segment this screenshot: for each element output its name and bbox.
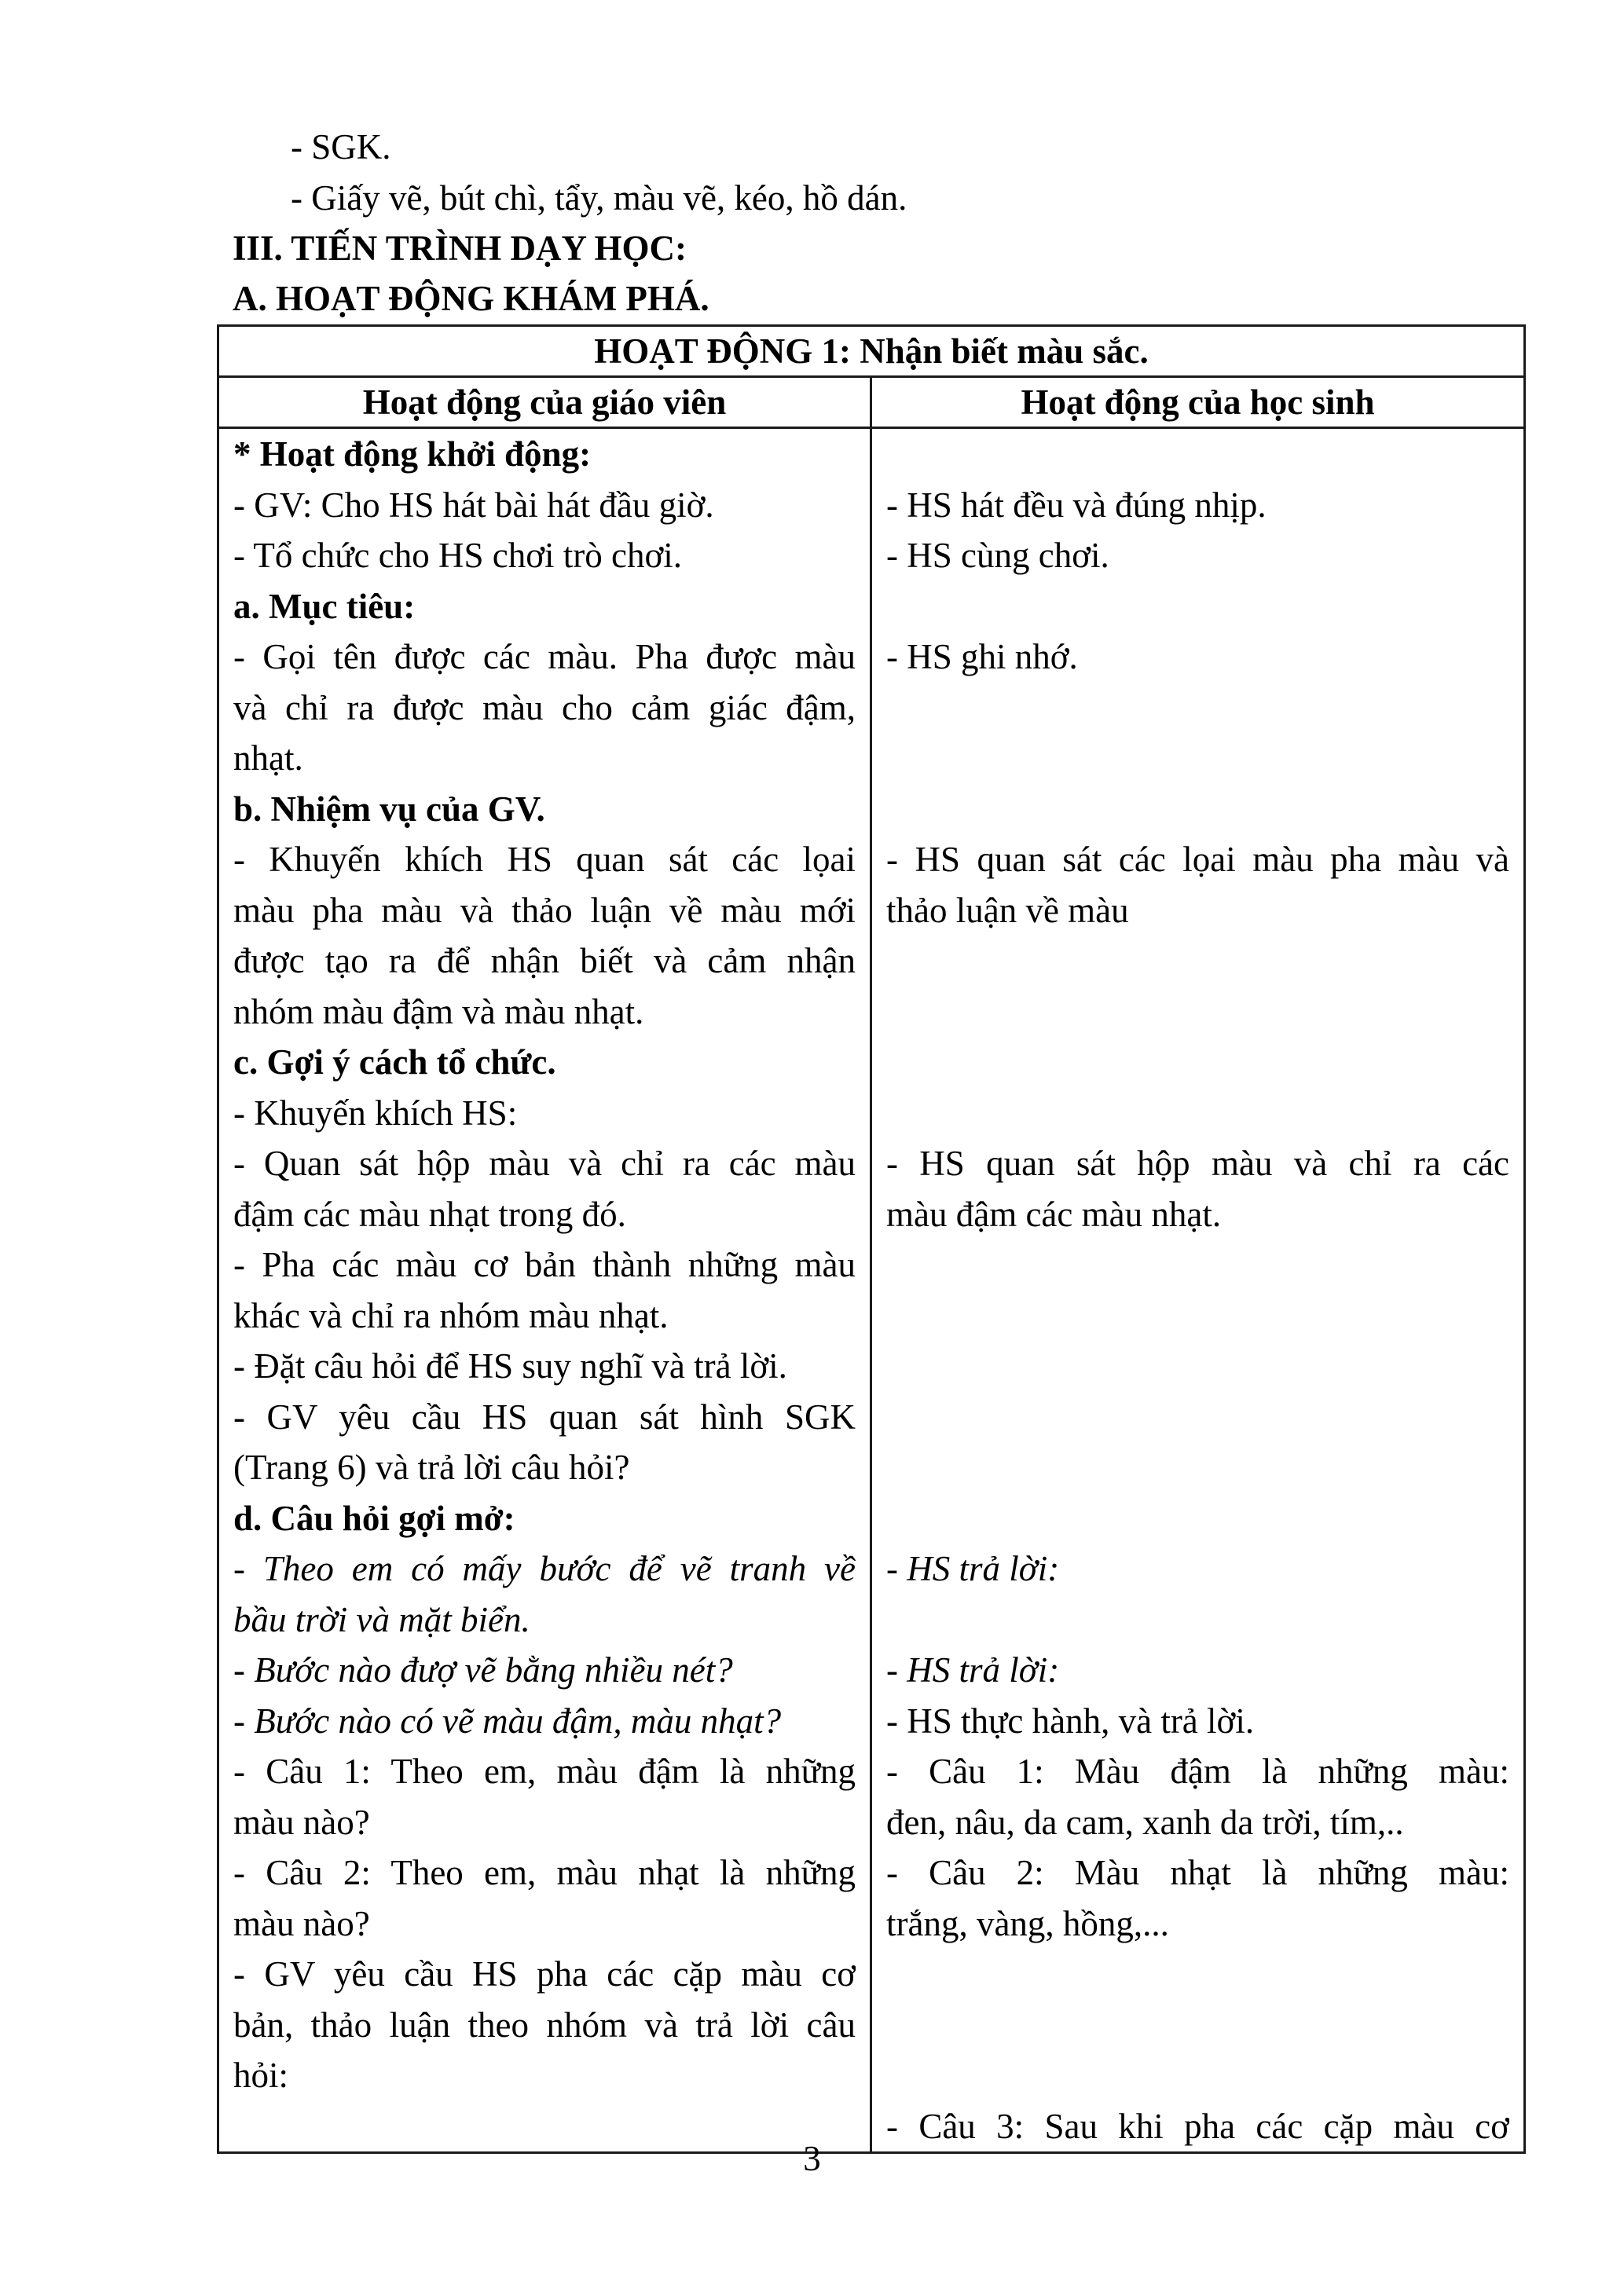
student-activity-line-italic-text: HS trả lời: — [907, 1549, 1060, 1588]
dash-marker: - — [886, 1650, 907, 1690]
student-activity-line — [886, 1595, 1509, 1646]
student-activity-line — [886, 1442, 1509, 1493]
teacher-activity-line: khác và chỉ ra nhóm màu nhạt. — [233, 1295, 669, 1335]
column-header-teacher: Hoạt động của giáo viên — [218, 377, 871, 428]
student-activity-line: đen, nâu, da cam, xanh da trời, tím,.. — [886, 1802, 1404, 1842]
teacher-activity-line: nhạt. — [233, 738, 303, 778]
activity-title: HOẠT ĐỘNG 1: Nhận biết màu sắc. — [218, 326, 1525, 377]
student-activity-line — [886, 1392, 1509, 1443]
section-heading: III. TIẾN TRÌNH DẠY HỌC: — [233, 229, 687, 268]
teacher-activity-line: được tạo ra để nhận biết và cảm nhận — [233, 941, 856, 980]
materials-item-supplies: - Giấy vẽ, bút chì, tẩy, màu vẽ, kéo, hồ dán. — [291, 178, 907, 218]
teacher-activity-line: bản, thảo luận theo nhóm và trả lời câu — [233, 2005, 856, 2045]
student-activity-line — [886, 733, 1509, 784]
student-activity-line: - HS hát đều và đúng nhịp. — [886, 485, 1267, 525]
student-activity-line: - HS quan sát các lọai màu pha màu và — [886, 840, 1510, 879]
subsection-heading: A. HOẠT ĐỘNG KHÁM PHÁ. — [233, 279, 709, 318]
student-activity-line — [886, 581, 1509, 632]
teacher-activities-cell — [218, 428, 871, 2153]
student-activity-line: - HS cùng chơi. — [886, 536, 1109, 575]
teacher-activity-line: - Câu 1: Theo em, màu đậm là những — [233, 1752, 856, 1791]
student-activity-line — [886, 1291, 1509, 1342]
materials-item-sgk: - SGK. — [291, 127, 391, 167]
student-activity-line: - HS thực hành, và trả lời. — [886, 1701, 1255, 1741]
teacher-activity-line: bầu trời và mặt biển. — [233, 1599, 530, 1639]
column-header-student: Hoạt động của học sinh — [871, 377, 1525, 428]
materials-list — [291, 122, 907, 223]
student-activity-line: - HS quan sát hộp màu và chỉ ra các — [886, 1144, 1510, 1183]
student-activity-line: - HS ghi nhớ. — [886, 637, 1078, 676]
student-activity-line-italic-text: HS trả lời: — [907, 1650, 1060, 1690]
teacher-activity-line: - Khuyến khích HS: — [233, 1093, 518, 1133]
teacher-activity-line: hỏi: — [233, 2056, 289, 2095]
teacher-activity-line: (Trang 6) và trả lời câu hỏi? — [233, 1448, 630, 1487]
page-number: 3 — [803, 2139, 821, 2178]
teacher-activity-line: và chỉ ra được màu cho cảm giác đậm, — [233, 687, 856, 727]
teacher-activity-line: - Tổ chức cho HS chơi trò chơi. — [233, 536, 683, 575]
teacher-activity-line: a. Mục tiêu: — [233, 586, 416, 626]
student-activity-line: trắng, vàng, hồng,... — [886, 1903, 1169, 1943]
student-activity-line — [886, 683, 1509, 734]
teacher-activity-line: - Khuyến khích HS quan sát các lọai — [233, 840, 856, 879]
student-activity-line: thảo luận về màu — [886, 890, 1129, 930]
student-activity-line — [886, 936, 1509, 987]
teacher-activity-line: màu nào? — [233, 1802, 370, 1842]
student-activity-line — [886, 1088, 1509, 1139]
dash-marker: - — [886, 1549, 907, 1588]
teacher-activity-line: - Bước nào có vẽ màu đậm, màu nhạt? — [233, 1701, 782, 1741]
teacher-activity-line: - GV yêu cầu HS quan sát hình SGK — [233, 1397, 856, 1437]
student-activity-line: - Câu 3: Sau khi pha các cặp màu cơ — [886, 2106, 1510, 2146]
student-activity-line — [886, 1037, 1509, 1088]
activity-table — [217, 324, 1526, 2154]
teacher-activity-line: - Câu 2: Theo em, màu nhạt là những — [233, 1853, 856, 1892]
student-activity-line: - Câu 2: Màu nhạt là những màu: — [886, 1853, 1510, 1892]
teacher-activity-line: - GV yêu cầu HS pha các cặp màu cơ — [233, 1954, 856, 1994]
student-activity-line — [886, 987, 1509, 1038]
teacher-activity-line: - Theo em có mấy bước để vẽ tranh về — [233, 1549, 856, 1588]
teacher-activity-line: * Hoạt động khởi động: — [233, 434, 592, 474]
teacher-activity-line: - Đặt câu hỏi để HS suy nghĩ và trả lời. — [233, 1346, 787, 1386]
student-activity-line — [886, 1645, 1509, 1696]
student-activity-line — [886, 1240, 1509, 1291]
student-activity-line — [886, 1341, 1509, 1392]
student-activity-line — [886, 1493, 1509, 1544]
student-activities-cell — [871, 428, 1525, 2153]
teacher-activity-line: - Gọi tên được các màu. Pha được màu — [233, 637, 856, 676]
student-activities-list — [886, 429, 1509, 2151]
student-activity-line — [886, 784, 1509, 835]
teacher-activity-line: đậm các màu nhạt trong đó. — [233, 1194, 626, 1234]
student-activity-line: - Câu 1: Màu đậm là những màu: — [886, 1752, 1510, 1791]
teacher-activity-line: d. Câu hỏi gợi mở: — [233, 1498, 515, 1538]
student-activity-line — [886, 1949, 1509, 2000]
teacher-activities-list — [233, 429, 856, 2101]
teacher-activity-line: màu nào? — [233, 1903, 370, 1943]
teacher-activity-line: - Quan sát hộp màu và chỉ ra các màu — [233, 1144, 856, 1183]
student-activity-line — [886, 2050, 1509, 2101]
student-activity-line — [886, 1543, 1509, 1595]
teacher-activity-line: - Pha các màu cơ bản thành những màu — [233, 1245, 856, 1284]
teacher-activity-line: c. Gợi ý cách tổ chức. — [233, 1042, 556, 1082]
teacher-activity-line: màu pha màu và thảo luận về màu mới — [233, 890, 856, 930]
student-activity-line: màu đậm các màu nhạt. — [886, 1194, 1222, 1234]
student-activity-line — [886, 429, 1509, 480]
teacher-activity-line: b. Nhiệm vụ của GV. — [233, 789, 545, 829]
teacher-activity-line: nhóm màu đậm và màu nhạt. — [233, 991, 644, 1031]
teacher-activity-line: - GV: Cho HS hát bài hát đầu giờ. — [233, 485, 714, 525]
teacher-activity-line: - Bước nào đượ vẽ bằng nhiều nét? — [233, 1650, 733, 1690]
student-activity-line — [886, 2000, 1509, 2051]
